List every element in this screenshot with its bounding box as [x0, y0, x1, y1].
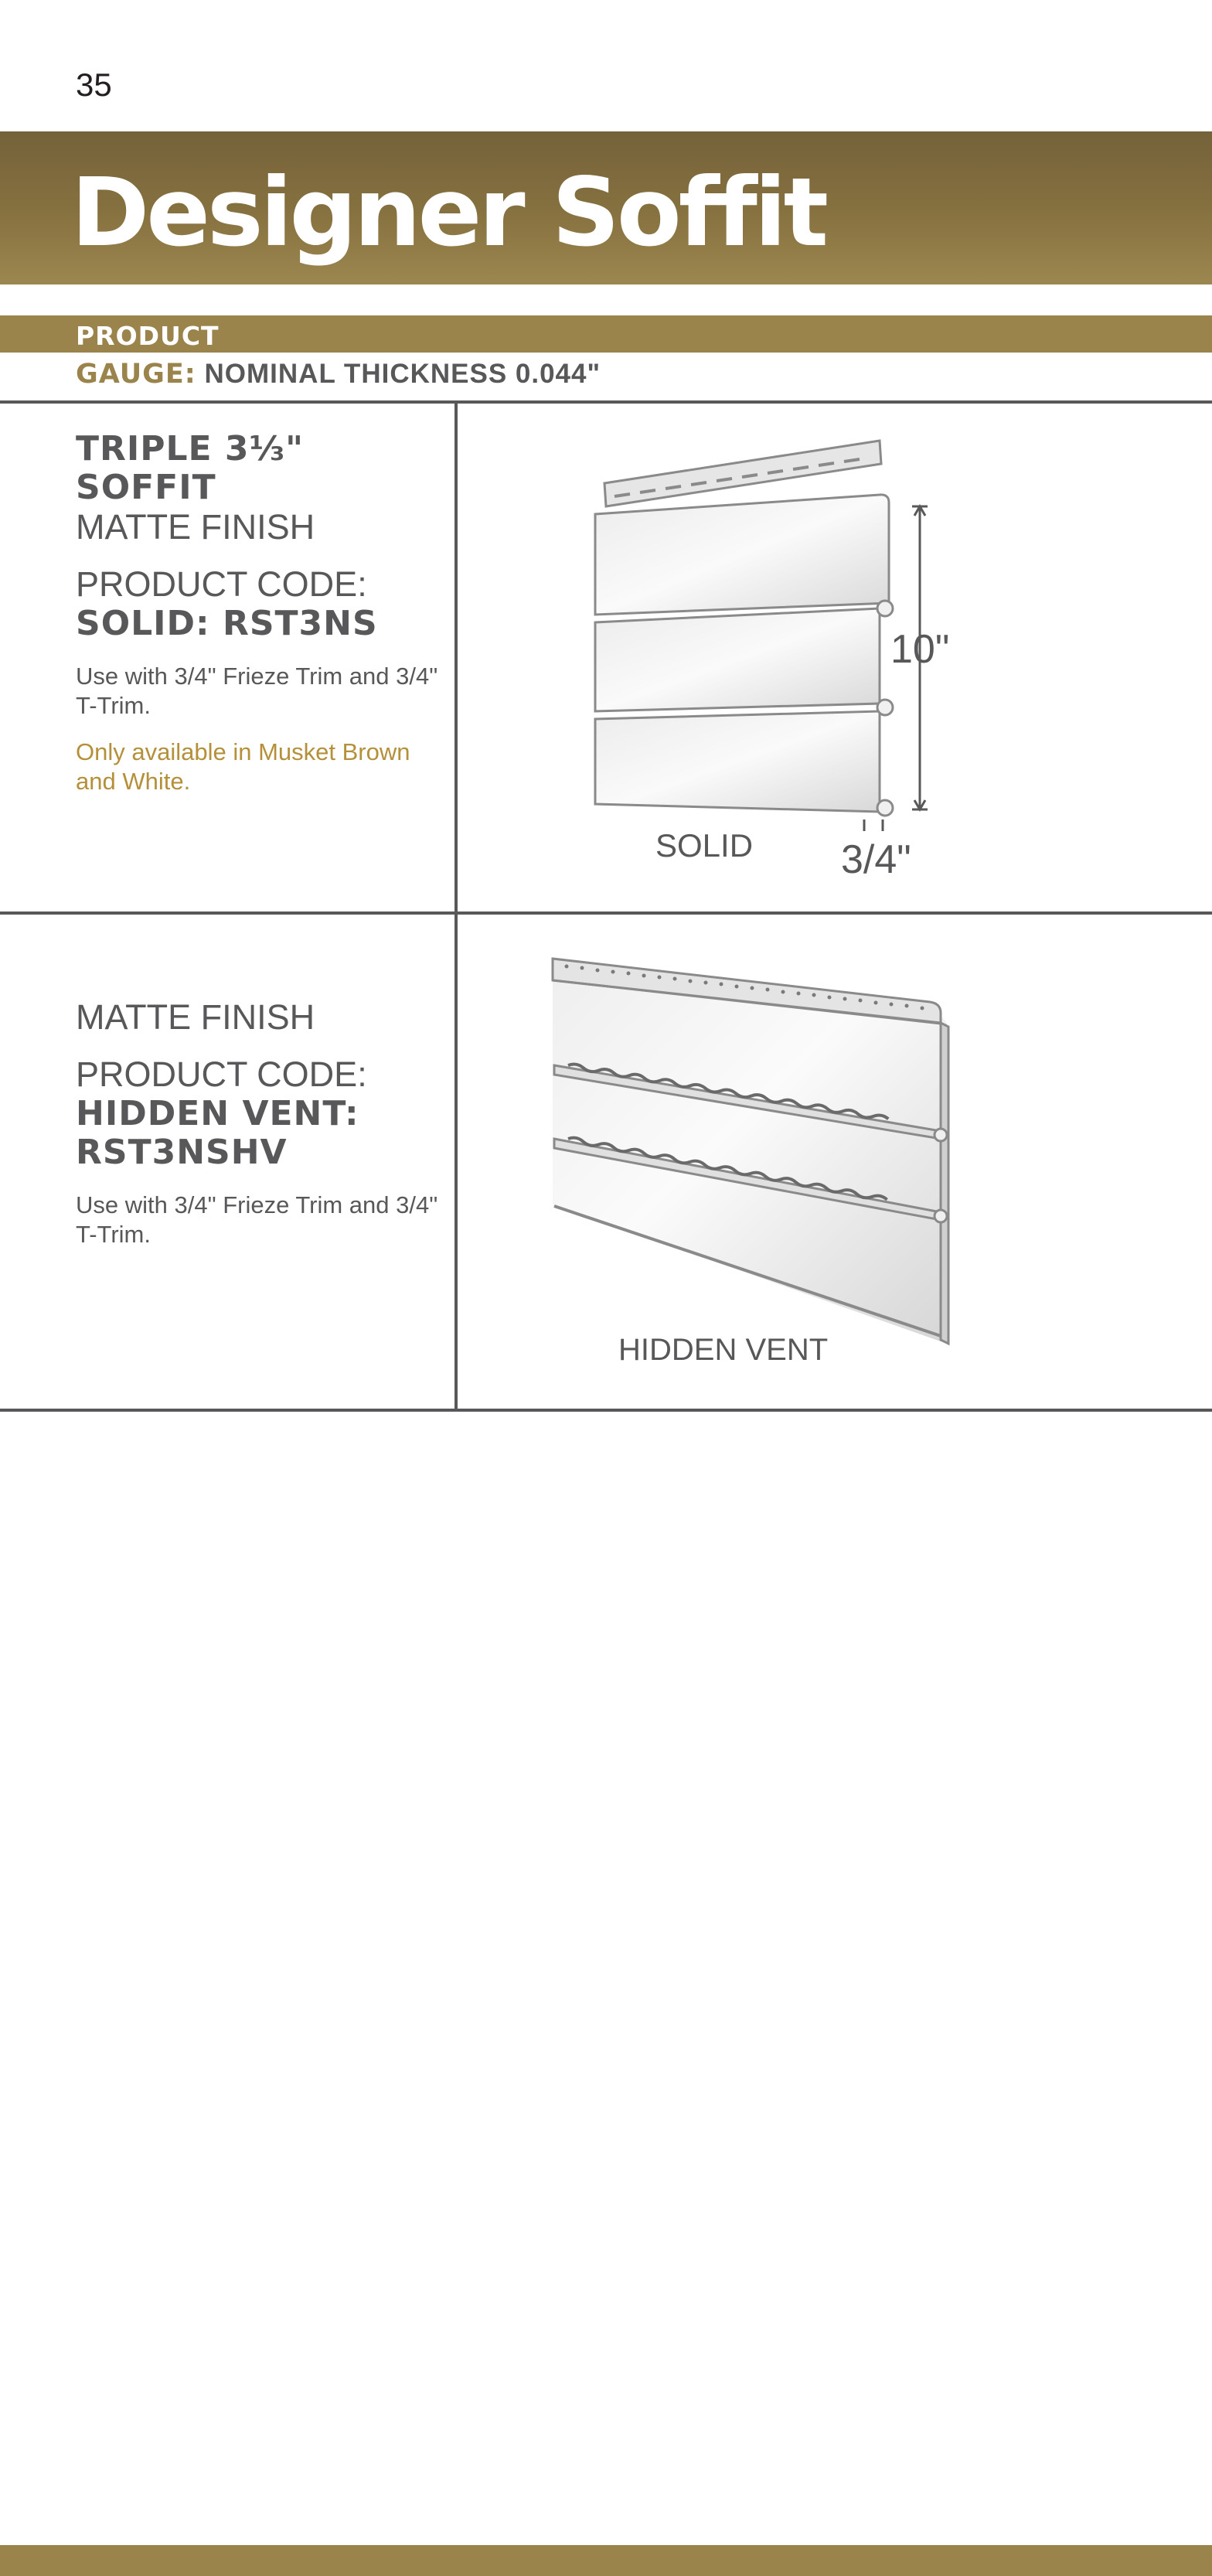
finish-label: MATTE FINISH [76, 507, 315, 547]
table-bottom-divider [0, 1409, 1212, 1412]
dimension-depth: 3/4" [841, 837, 911, 882]
footer-bar [0, 2545, 1212, 2576]
usage-note: Use with 3/4" Frieze Trim and 3/4" T-Trim. [76, 1191, 438, 1248]
page-number: 35 [76, 66, 112, 103]
dimension-height: 10" [890, 627, 950, 672]
product-code-label: PRODUCT CODE: [76, 564, 367, 604]
product-name-line2: SOFFIT [76, 468, 216, 507]
product-solid-description [76, 430, 439, 796]
gauge-label: GAUGE: [76, 359, 196, 390]
hidden-vent-soffit-illustration [545, 949, 962, 1351]
usage-note: Use with 3/4" Frieze Trim and 3/4" T-Trim. [76, 663, 438, 719]
product-name-line1: TRIPLE 3⅓" [76, 429, 305, 469]
product-code-value: SOLID: RST3NS [76, 604, 378, 643]
solid-caption: SOLID [655, 827, 754, 864]
product-code-line2: RST3NSHV [76, 1133, 288, 1172]
gauge-line [76, 359, 601, 390]
page-title: Designer Soffit [71, 158, 826, 267]
gauge-value: NOMINAL THICKNESS 0.044" [204, 359, 601, 389]
availability-note: Only available in Musket Brown and White. [76, 738, 410, 795]
product-header-label: PRODUCT [76, 321, 220, 351]
table-column-divider [454, 402, 458, 1412]
product-code-line1: HIDDEN VENT: [76, 1094, 359, 1133]
finish-label: MATTE FINISH [76, 997, 315, 1037]
product-hidden-vent-description [76, 997, 439, 1249]
hidden-vent-caption: HIDDEN VENT [618, 1333, 829, 1367]
table-row-divider [0, 911, 1212, 915]
table-top-divider [0, 400, 1212, 404]
product-header-bar [0, 315, 1212, 353]
product-code-label: PRODUCT CODE: [76, 1055, 367, 1094]
title-banner [0, 131, 1212, 285]
